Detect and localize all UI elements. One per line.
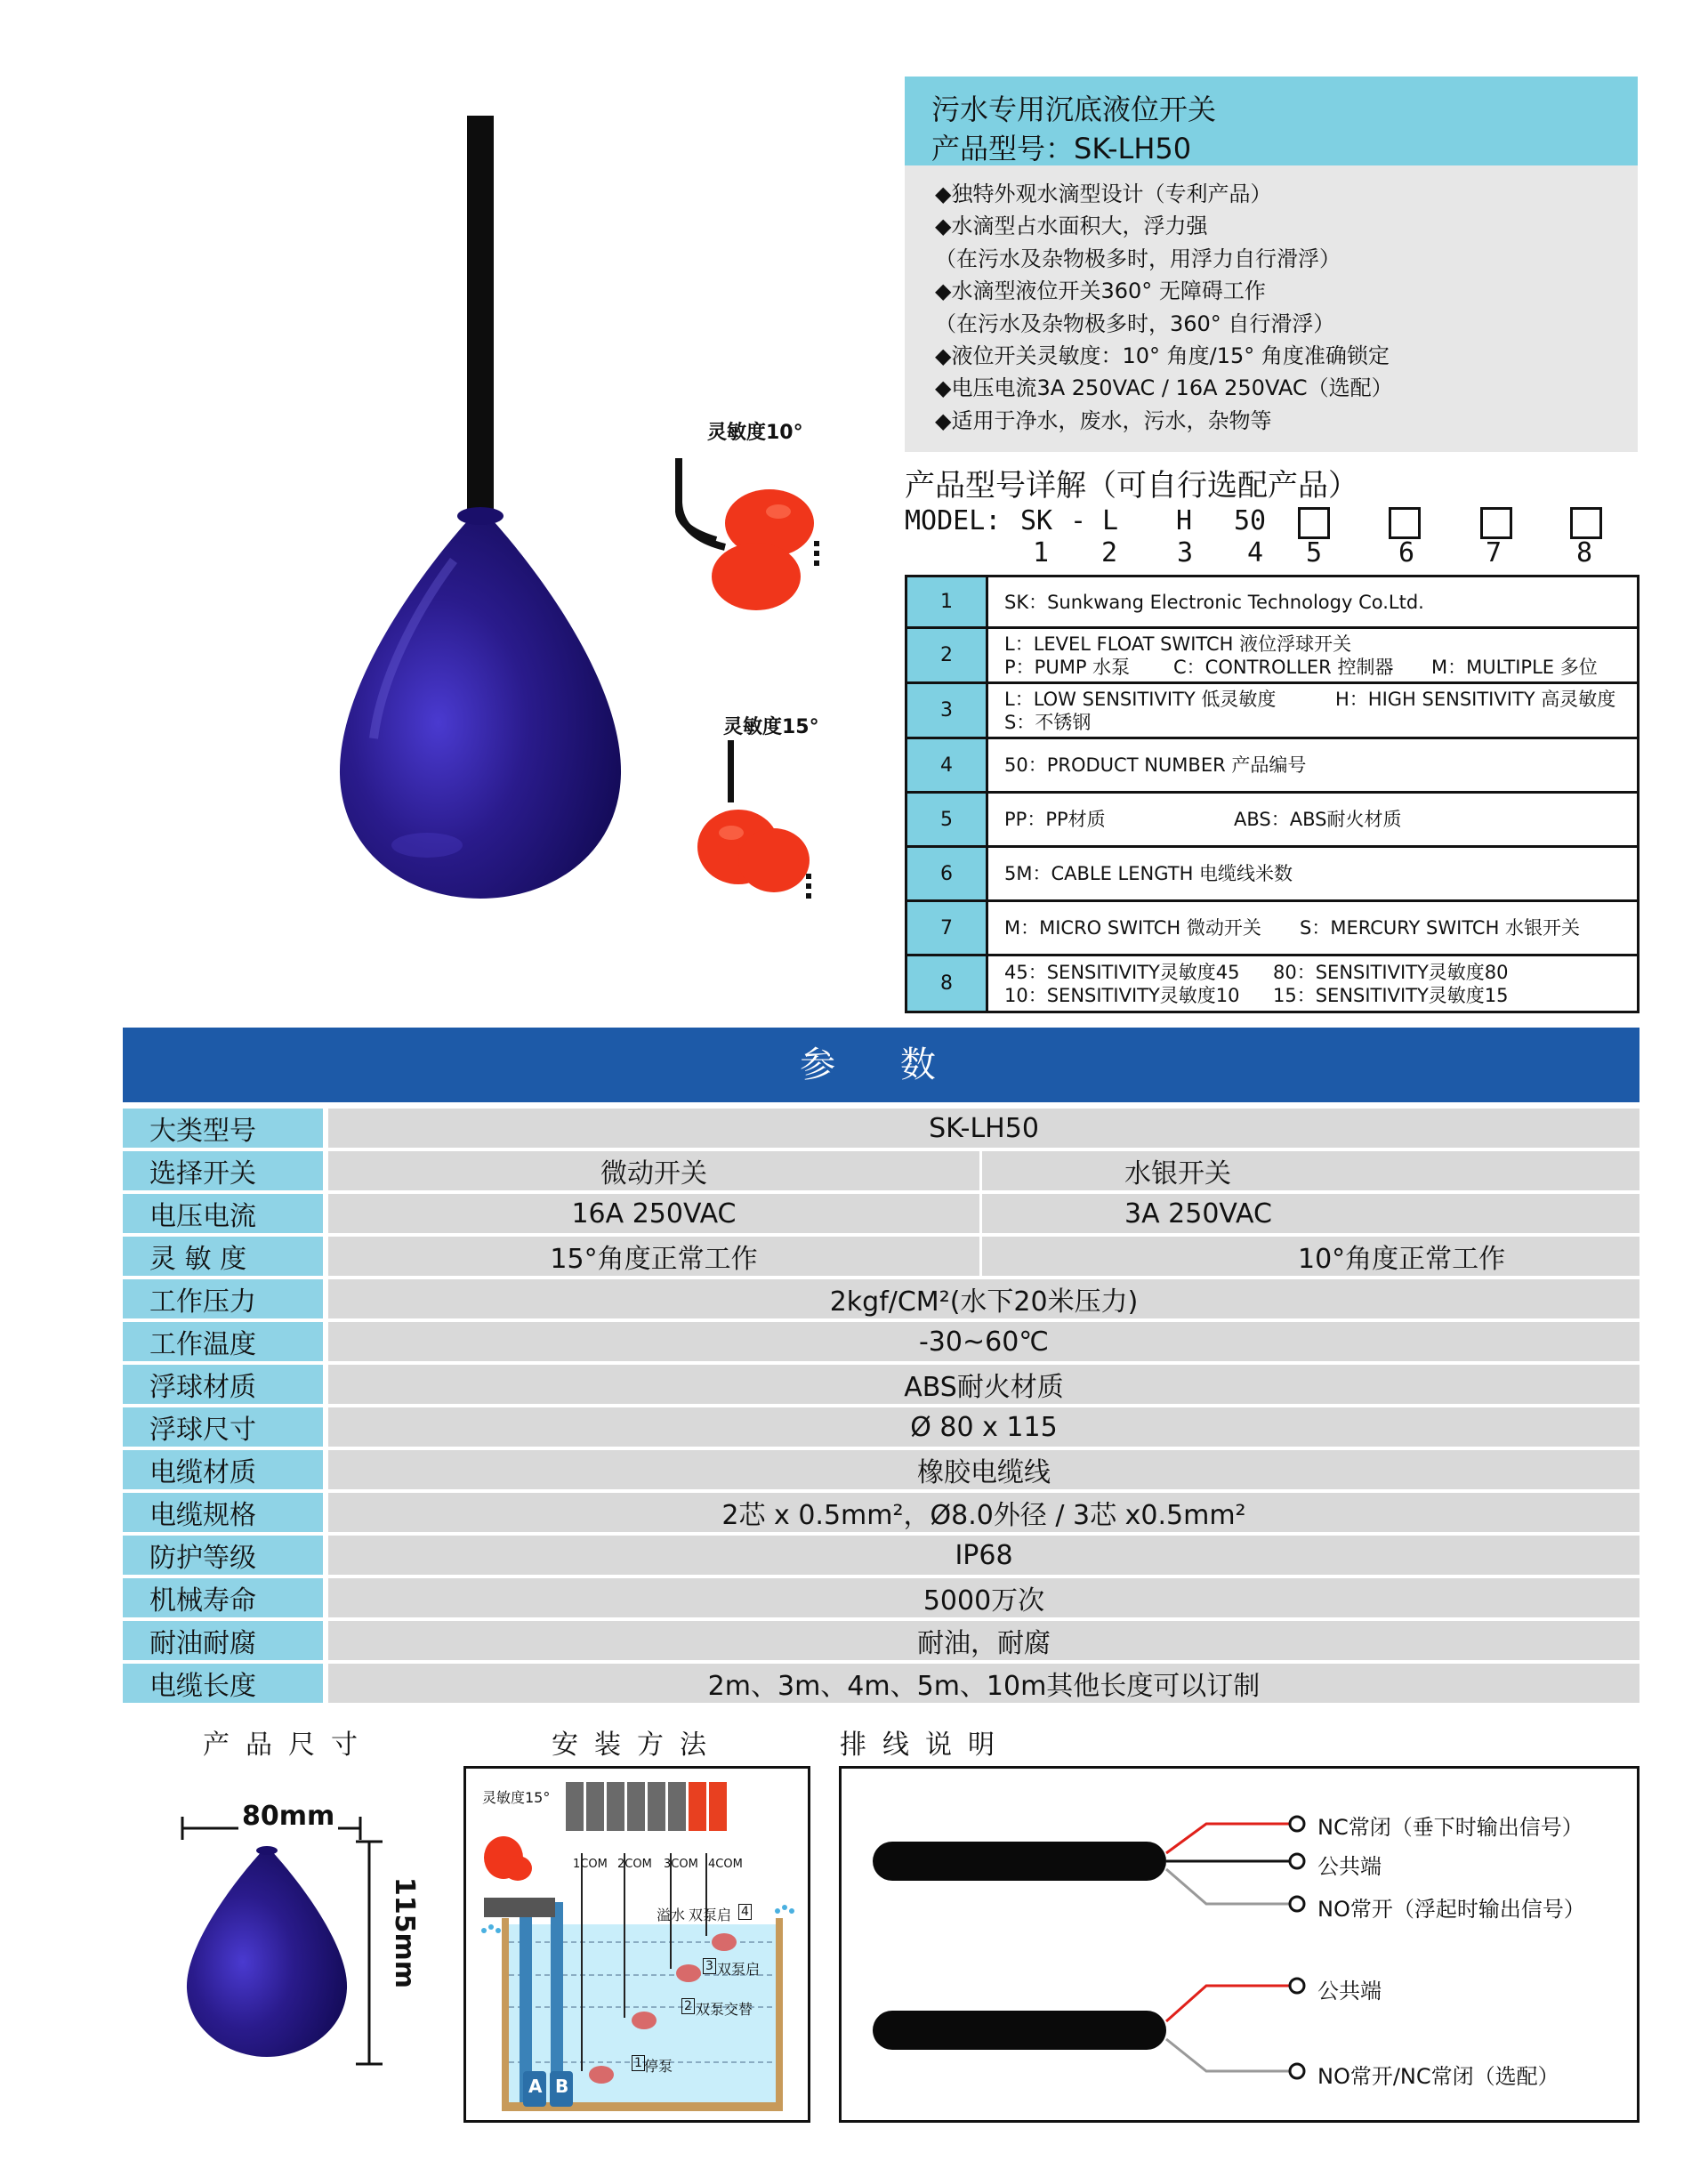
sensitivity-15-label: 灵敏度15°: [723, 716, 819, 738]
param-key: 机械寿命: [123, 1578, 323, 1617]
param-key: 大类型号: [123, 1109, 323, 1148]
param-value: 5000万次: [328, 1578, 1640, 1617]
code-number: 4: [906, 738, 987, 793]
install-com-label: 3COM: [664, 1858, 698, 1871]
code-row: [906, 955, 1639, 1012]
feature-item: ◆适用于净水，废水，污水，杂物等: [935, 407, 1272, 433]
model-seg: 50: [1234, 505, 1267, 536]
feature-item: ◆水滴型液位开关360° 无障碍工作: [935, 278, 1266, 304]
param-value: 10°角度正常工作: [982, 1237, 1640, 1276]
param-key: 电缆规格: [123, 1493, 323, 1532]
install-com-label: 4COM: [708, 1858, 743, 1871]
param-key: 电缆材质: [123, 1450, 323, 1489]
param-key: 防护等级: [123, 1536, 323, 1575]
install-dual-start-3-label: 双泵启: [717, 1961, 761, 1978]
code-number: 7: [906, 901, 987, 955]
param-value: 3A 250VAC: [982, 1194, 1640, 1233]
install-pump-a: A: [528, 2076, 543, 2097]
install-title: 安装方法: [552, 1730, 722, 1761]
feature-item: ◆水滴型占水面积大，浮力强: [935, 214, 1208, 239]
product-header: [905, 77, 1638, 165]
code-desc: L：LEVEL FLOAT SWITCH 液位浮球开关 P：PUMP 水泵 C：CONTROLLER 控制器 M：MULTIPLE 多位: [987, 628, 1639, 683]
param-value: ABS耐火材质: [328, 1365, 1640, 1404]
model-option-box: [1298, 507, 1330, 539]
feature-item: ◆电压电流3A 250VAC / 16A 250VAC（选配）: [935, 375, 1393, 401]
dim-width-label: 80mm: [238, 1801, 338, 1832]
wire-common-label: 公共端: [1317, 1979, 1382, 2004]
model-option-box: [1570, 507, 1602, 539]
model-prefix: MODEL:: [905, 505, 1002, 536]
install-com-label: 2COM: [617, 1858, 652, 1871]
param-key: 浮球材质: [123, 1365, 323, 1404]
code-row: [906, 793, 1639, 847]
install-alternate-label: 双泵交替: [696, 2001, 753, 2018]
wiring-diagram: [839, 1766, 1640, 2123]
param-key: 电缆长度: [123, 1664, 323, 1703]
model-position: 4: [1247, 537, 1264, 568]
param-row: [123, 1365, 1640, 1404]
model-detail-title: 产品型号详解（可自行选配产品）: [905, 468, 1358, 504]
param-row: [123, 1109, 1640, 1148]
code-row: [906, 738, 1639, 793]
model-seg: H: [1176, 505, 1193, 536]
model-position: 3: [1177, 537, 1194, 568]
param-value: -30~60℃: [328, 1322, 1640, 1361]
param-key: 耐油耐腐: [123, 1621, 323, 1660]
code-row: [906, 683, 1639, 738]
install-n3: 3: [703, 1958, 716, 1974]
model-position: 2: [1101, 537, 1118, 568]
code-desc: L：LOW SENSITIVITY 低灵敏度 H：HIGH SENSITIVITY 高灵敏度 S：不锈钢: [987, 683, 1639, 738]
model-option-box: [1480, 507, 1512, 539]
dim-height-label: 115mm: [389, 1874, 420, 1992]
feature-item: （在污水及杂物极多时，用浮力自行滑浮）: [935, 246, 1341, 271]
param-row: [123, 1536, 1640, 1575]
param-row: [123, 1450, 1640, 1489]
param-value: 耐油，耐腐: [328, 1621, 1640, 1660]
params-table: [123, 1105, 1640, 1706]
model-seg: -: [1070, 505, 1087, 536]
wire-nc-label: NC常闭（垂下时输出信号）: [1317, 1815, 1583, 1840]
param-key: 工作压力: [123, 1279, 323, 1318]
code-desc: 50：PRODUCT NUMBER 产品编号: [987, 738, 1639, 793]
code-number: 3: [906, 683, 987, 738]
code-row: [906, 628, 1639, 683]
wiring-title: 排线说明: [840, 1730, 1011, 1761]
install-n4: 4: [738, 1904, 752, 1920]
params-header: [123, 1028, 1640, 1102]
param-key: 灵 敏 度: [123, 1237, 323, 1276]
code-desc: M：MICRO SWITCH 微动开关 S：MERCURY SWITCH 水银开关: [987, 901, 1639, 955]
code-number: 2: [906, 628, 987, 683]
param-key: 电压电流: [123, 1194, 323, 1233]
feature-item: ◆独特外观水滴型设计（专利产品）: [935, 181, 1272, 206]
param-value: IP68: [328, 1536, 1640, 1575]
param-row: [123, 1237, 1640, 1276]
param-row: [123, 1621, 1640, 1660]
install-overflow-label: 溢水: [657, 1907, 686, 1923]
model-option-box: [1389, 507, 1421, 539]
install-pump-b: B: [555, 2076, 569, 2097]
model-seg: L: [1102, 505, 1119, 536]
code-number: 5: [906, 793, 987, 847]
model-position: 6: [1398, 537, 1415, 568]
param-row: [123, 1279, 1640, 1318]
model-seg: SK: [1020, 505, 1053, 536]
install-com-label: 1COM: [573, 1858, 608, 1871]
feature-list: [905, 165, 1638, 452]
model-position: 8: [1576, 537, 1593, 568]
float-10-image: [672, 458, 832, 618]
param-value: 2m、3m、4m、5m、10m其他长度可以订制: [328, 1664, 1640, 1703]
param-row: [123, 1664, 1640, 1703]
code-number: 8: [906, 955, 987, 1012]
feature-item: ◆液位开关灵敏度：10° 角度/15° 角度准确锁定: [935, 343, 1390, 369]
param-value: 橡胶电缆线: [328, 1450, 1640, 1489]
param-value: 15°角度正常工作: [328, 1237, 979, 1276]
params-title: 参 数: [800, 1044, 963, 1085]
install-sens-label: 灵敏度15°: [482, 1789, 551, 1806]
float-product-image: [320, 116, 640, 916]
install-diagram: [463, 1766, 810, 2123]
param-row: [123, 1322, 1640, 1361]
install-n2: 2: [681, 1998, 695, 2014]
wire-common-label: 公共端: [1317, 1854, 1382, 1879]
product-title: 污水专用沉底液位开关: [931, 93, 1217, 126]
model-position: 1: [1033, 537, 1050, 568]
install-n1: 1: [632, 2055, 645, 2071]
float-15-image: [685, 740, 827, 909]
size-title: 产品尺寸: [203, 1730, 374, 1761]
param-row: [123, 1493, 1640, 1532]
code-desc: PP：PP材质 ABS：ABS耐火材质: [987, 793, 1639, 847]
code-row: [906, 901, 1639, 955]
install-dual-start-4-label: 双泵启: [689, 1907, 732, 1923]
code-row: [906, 847, 1639, 901]
model-code-table: [905, 575, 1640, 1013]
param-value: SK-LH50: [328, 1109, 1640, 1148]
param-value: Ø 80 x 115: [328, 1407, 1640, 1447]
param-row: [123, 1578, 1640, 1617]
model-position: 5: [1306, 537, 1323, 568]
param-value: 水银开关: [982, 1151, 1640, 1190]
param-value: 2kgf/CM²(水下20米压力): [328, 1279, 1640, 1318]
param-value: 2芯 x 0.5mm²，Ø8.0外径 / 3芯 x0.5mm²: [328, 1493, 1640, 1532]
code-number: 1: [906, 577, 987, 628]
code-desc: SK：Sunkwang Electronic Technology Co.Ltd.: [987, 577, 1639, 628]
code-number: 6: [906, 847, 987, 901]
model-position: 7: [1486, 537, 1503, 568]
wire-no-nc-label: NO常开/NC常闭（选配）: [1317, 2064, 1559, 2089]
param-key: 选择开关: [123, 1151, 323, 1190]
param-row: [123, 1151, 1640, 1190]
param-value: 微动开关: [328, 1151, 979, 1190]
param-row: [123, 1407, 1640, 1447]
feature-item: （在污水及杂物极多时，360° 自行滑浮）: [935, 310, 1335, 336]
sensitivity-10-label: 灵敏度10°: [707, 422, 803, 444]
code-desc: 5M：CABLE LENGTH 电缆线米数: [987, 847, 1639, 901]
product-model: 产品型号：SK-LH50: [931, 132, 1192, 165]
param-row: [123, 1194, 1640, 1233]
param-key: 工作温度: [123, 1322, 323, 1361]
code-row: [906, 577, 1639, 628]
param-key: 浮球尺寸: [123, 1407, 323, 1447]
install-stop-label: 停泵: [644, 2058, 673, 2075]
param-value: 16A 250VAC: [328, 1194, 979, 1233]
code-desc: 45：SENSITIVITY灵敏度45 80：SENSITIVITY灵敏度80 10：SENSITIVITY灵敏度10 15：SENSITIVITY灵敏度15: [987, 955, 1639, 1012]
wire-no-label: NO常开（浮起时输出信号）: [1317, 1897, 1585, 1922]
